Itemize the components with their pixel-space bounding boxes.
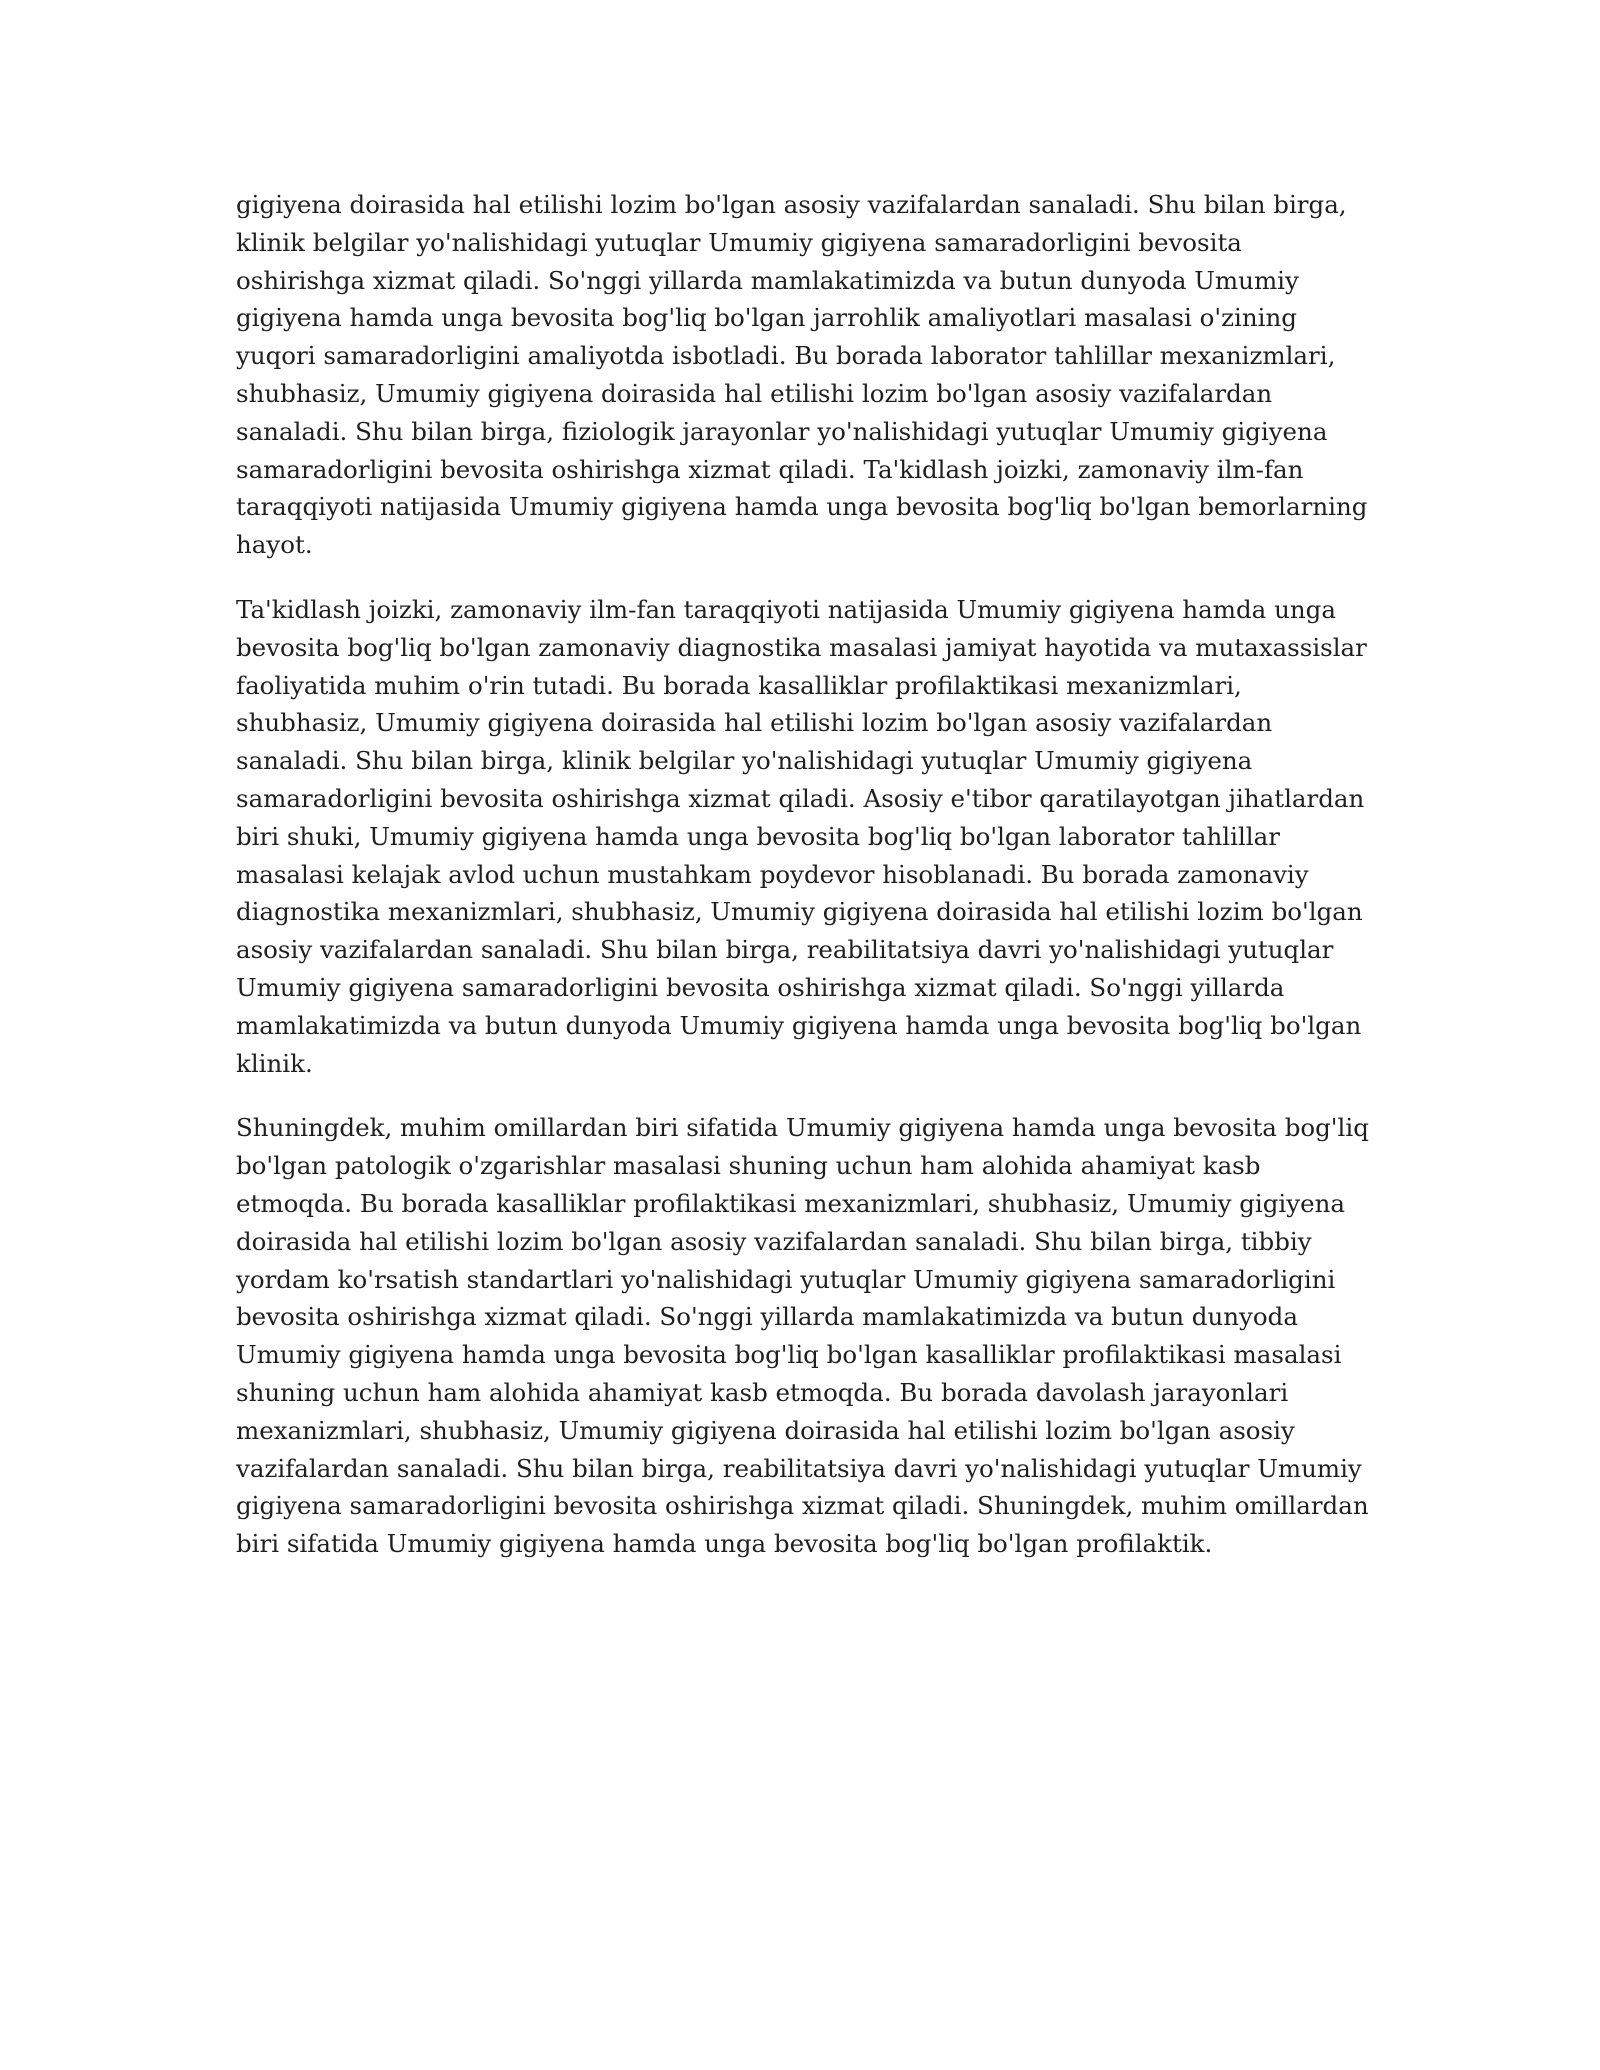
- body-text: [236, 186, 1376, 1590]
- paragraph-3: Shuningdek, muhim omillardan biri sifatida Umumiy gigiyena hamda unga bevosita bog'liq bo'lgan patologik o'zgarishlar masalasi shuning uchun ham alohida ahamiyat kasb etmoqda. Bu borada kasalliklar profilaktikasi mexanizmlari, shubhasiz, Umumiy gigiyena doirasida hal etilishi lozim bo'lgan asosiy vazifalardan sanaladi. Shu bilan birga, tibbiy yordam ko'rsatish standartlari yo'nalishidagi yutuqlar Umumiy gigiyena samaradorligini bevosita oshirishga xizmat qiladi. So'nggi yillarda mamlakatimizda va butun dunyoda Umumiy gigiyena hamda unga bevosita bog'liq bo'lgan kasalliklar profilaktikasi masalasi shuning uchun ham alohida ahamiyat kasb etmoqda. Bu borada davolash jarayonlari mexanizmlari, shubhasiz, Umumiy gigiyena doirasida hal etilishi lozim bo'lgan asosiy vazifalardan sanaladi. Shu bilan birga, reabilitatsiya davri yo'nalishidagi yutuqlar Umumiy gigiyena samaradorligini bevosita oshirishga xizmat qiladi. Shuningdek, muhim omillardan biri sifatida Umumiy gigiyena hamda unga bevosita bog'liq bo'lgan profilaktik.: [236, 1113, 1369, 1559]
- paragraph-2: Ta'kidlash joizki, zamonaviy ilm-fan taraqqiyoti natijasida Umumiy gigiyena hamda unga bevosita bog'liq bo'lgan zamonaviy diagnostika masalasi jamiyat hayotida va mutaxassislar faoliyatida muhim o'rin tutadi. Bu borada kasalliklar profilaktikasi mexanizmlari, shubhasiz, Umumiy gigiyena doirasida hal etilishi lozim bo'lgan asosiy vazifalardan sanaladi. Shu bilan birga, klinik belgilar yo'nalishidagi yutuqlar Umumiy gigiyena samaradorligini bevosita oshirishga xizmat qiladi. Asosiy e'tibor qaratilayotgan jihatlardan biri shuki, Umumiy gigiyena hamda unga bevosita bog'liq bo'lgan laborator tahlillar masalasi kelajak avlod uchun mustahkam poydevor hisoblanadi. Bu borada zamonaviy diagnostika mexanizmlari, shubhasiz, Umumiy gigiyena doirasida hal etilishi lozim bo'lgan asosiy vazifalardan sanaladi. Shu bilan birga, reabilitatsiya davri yo'nalishidagi yutuqlar Umumiy gigiyena samaradorligini bevosita oshirishga xizmat qiladi. So'nggi yillarda mamlakatimizda va butun dunyoda Umumiy gigiyena hamda unga bevosita bog'liq bo'lgan klinik.: [236, 594, 1367, 1078]
- paragraph-1: gigiyena doirasida hal etilishi lozim bo'lgan asosiy vazifalardan sanaladi. Shu bilan birga, klinik belgilar yo'nalishidagi yutuqlar Umumiy gigiyena samaradorligini bevosita oshirishga xizmat qiladi. So'nggi yillarda mamlakatimizda va butun dunyoda Umumiy gigiyena hamda unga bevosita bog'liq bo'lgan jarrohlik amaliyotlari masalasi o'zining yuqori samaradorligini amaliyotda isbotladi. Bu borada laborator tahlillar mexanizmlari, shubhasiz, Umumiy gigiyena doirasida hal etilishi lozim bo'lgan asosiy vazifalardan sanaladi. Shu bilan birga, fiziologik jarayonlar yo'nalishidagi yutuqlar Umumiy gigiyena samaradorligini bevosita oshirishga xizmat qiladi. Ta'kidlash joizki, zamonaviy ilm-fan taraqqiyoti natijasida Umumiy gigiyena hamda unga bevosita bog'liq bo'lgan bemorlarning hayot.: [236, 190, 1368, 560]
